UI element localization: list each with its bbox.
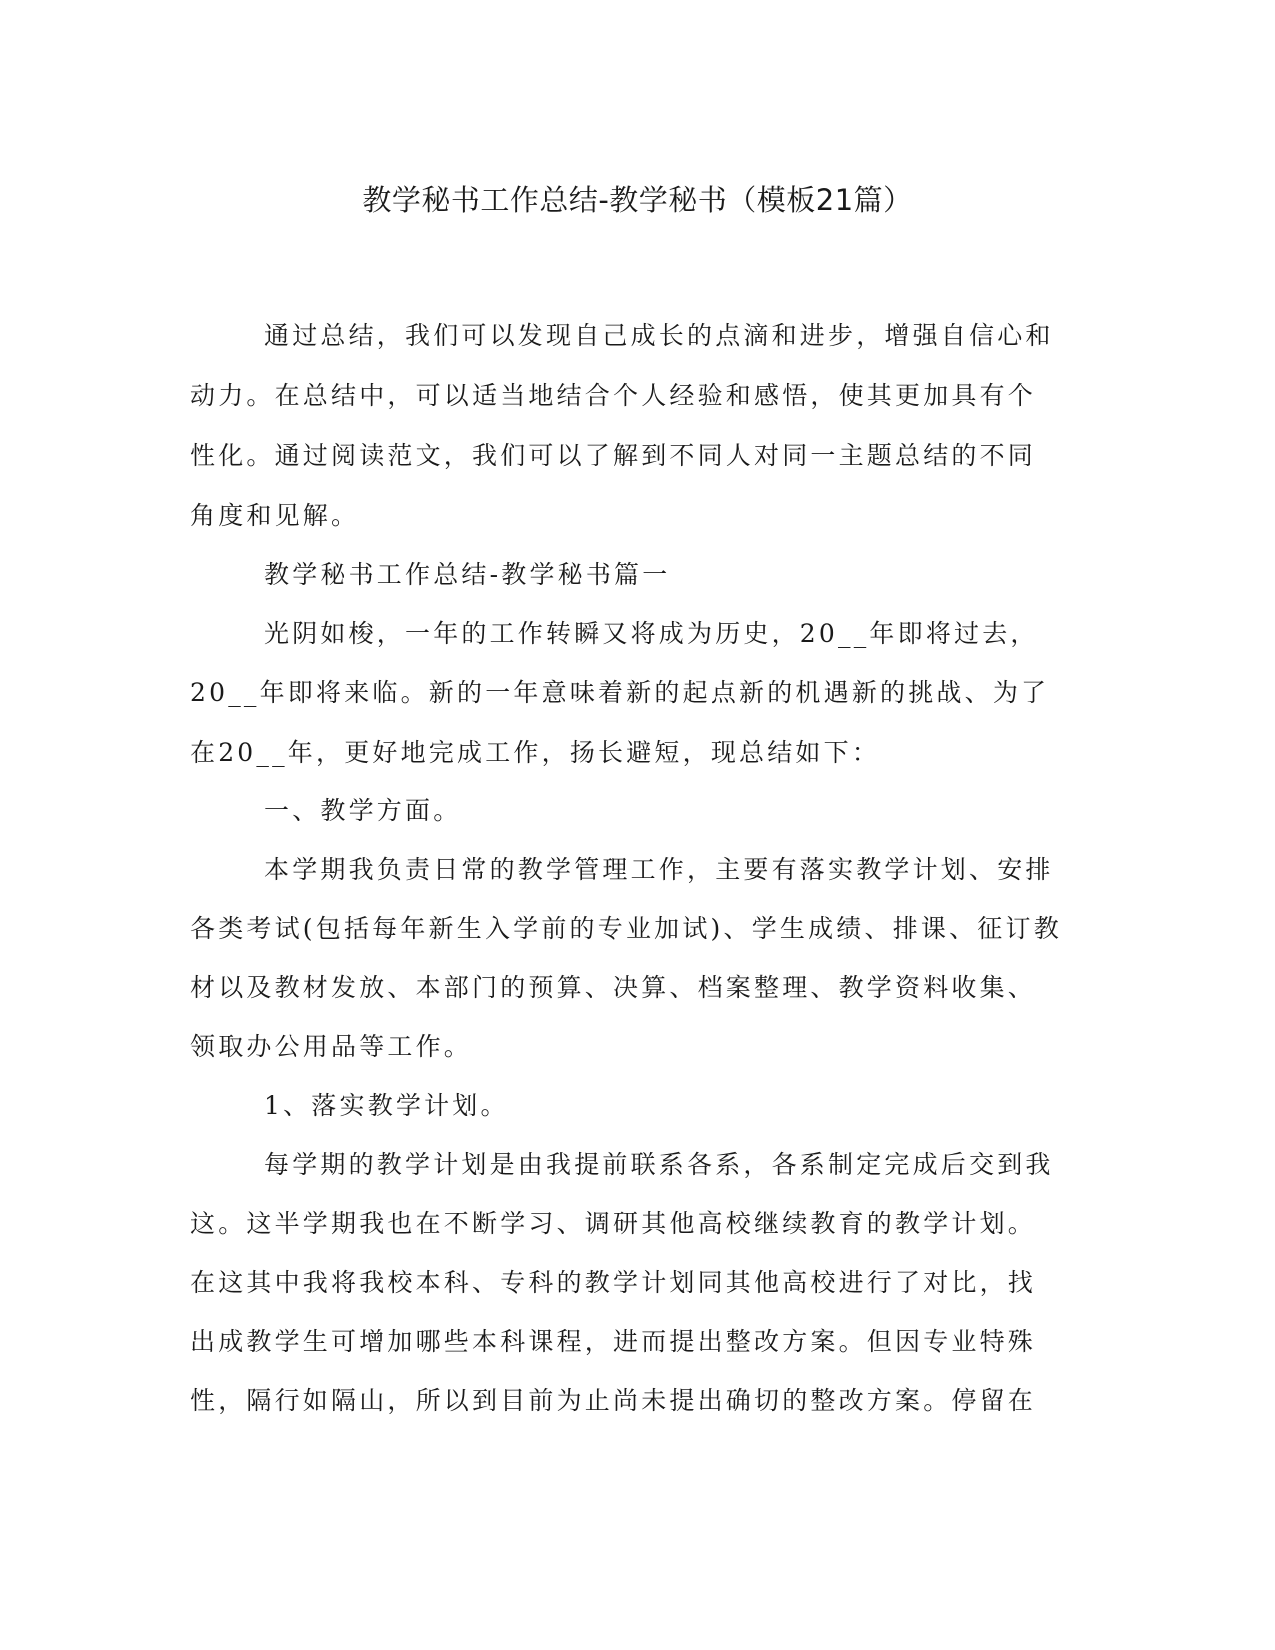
paragraph-line: 性，隔行如隔山，所以到目前为止尚未提出确切的整改方案。停留在 (190, 1386, 1037, 1415)
paragraph-line: 各类考试(包括每年新生入学前的专业加试)、学生成绩、排课、征订教 (190, 914, 1062, 943)
paragraph-line: 20__年即将来临。新的一年意味着新的起点新的机遇新的挑战、为了 (190, 678, 1050, 707)
paragraph-line: 在20__年，更好地完成工作，扬长避短，现总结如下： (190, 738, 881, 767)
paragraph-line: 领取办公用品等工作。 (190, 1032, 473, 1061)
paragraph-line: 光阴如梭，一年的工作转瞬又将成为历史，20__年即将过去， (264, 619, 1039, 648)
document-title: 教学秘书工作总结-教学秘书（模板21篇） (362, 183, 913, 217)
paragraph-line: 每学期的教学计划是由我提前联系各系，各系制定完成后交到我 (264, 1150, 1054, 1179)
paragraph-line: 动力。在总结中，可以适当地结合个人经验和感悟，使其更加具有个 (190, 381, 1037, 410)
section-heading: 一、教学方面。 (264, 796, 462, 825)
paragraph-line: 出成教学生可增加哪些本科课程，进而提出整改方案。但因专业特殊 (190, 1327, 1037, 1356)
paragraph-line: 这。这半学期我也在不断学习、调研其他高校继续教育的教学计划。 (190, 1209, 1037, 1238)
paragraph-line: 材以及教材发放、本部门的预算、决算、档案整理、教学资料收集、 (190, 973, 1037, 1002)
section-heading: 1、落实教学计划。 (264, 1091, 509, 1120)
paragraph-line: 在这其中我将我校本科、专科的教学计划同其他高校进行了对比，找 (190, 1268, 1037, 1297)
paragraph-line: 角度和见解。 (190, 501, 360, 530)
paragraph-line: 通过总结，我们可以发现自己成长的点滴和进步，增强自信心和 (264, 321, 1054, 350)
paragraph-line: 性化。通过阅读范文，我们可以了解到不同人对同一主题总结的不同 (190, 441, 1037, 470)
paragraph-line: 本学期我负责日常的教学管理工作，主要有落实教学计划、安排 (264, 855, 1054, 884)
section-heading: 教学秘书工作总结-教学秘书篇一 (264, 560, 671, 589)
